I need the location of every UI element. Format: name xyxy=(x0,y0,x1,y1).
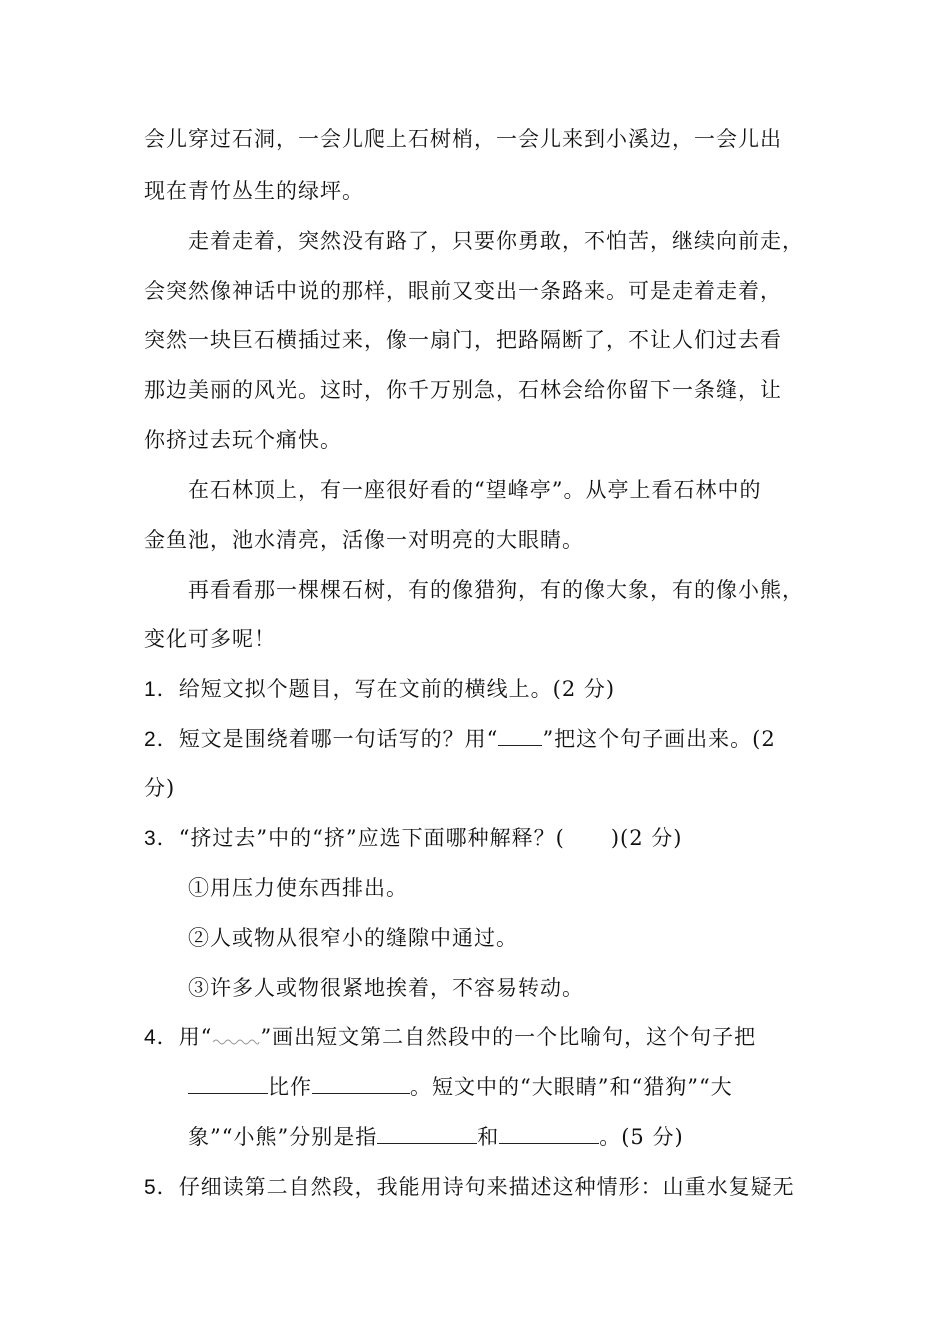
question-text: 用“ xyxy=(178,1025,213,1049)
question-text: 象”“小熊”分别是指 xyxy=(188,1125,378,1149)
question-text: 。短文中的“大眼睛”和“猎狗”“大 xyxy=(410,1075,733,1099)
answer-option[interactable]: ③许多人或物很紧地挨着，不容易转动。 xyxy=(188,976,584,1000)
passage-line: 突然一块巨石横插过来，像一扇门，把路隔断了，不让人们过去看 xyxy=(144,328,782,352)
question-text: ”画出短文第二自然段中的一个比喻句，这个句子把 xyxy=(260,1025,757,1049)
question-text: )(2 分) xyxy=(610,826,683,850)
question-number: 1． xyxy=(144,678,179,701)
question-text: 比作 xyxy=(268,1075,312,1099)
question-2 xyxy=(144,724,776,755)
passage-line: 再看看那一棵棵石树，有的像猎狗，有的像大象，有的像小熊， xyxy=(188,578,804,602)
passage-line: 会儿穿过石洞，一会儿爬上石树梢，一会儿来到小溪边，一会儿出 xyxy=(144,127,782,151)
question-1 xyxy=(144,674,615,705)
underline-mark xyxy=(498,725,542,746)
passage-line: 在石林顶上，有一座很好看的“望峰亭”。从亭上看石林中的 xyxy=(188,478,762,502)
answer-option[interactable]: ②人或物从很窄小的缝隙中通过。 xyxy=(188,926,518,950)
answer-blank[interactable] xyxy=(188,1073,268,1094)
question-number: 4． xyxy=(144,1026,179,1049)
answer-option[interactable]: ①用压力使东西排出。 xyxy=(188,876,408,900)
passage-line: 现在青竹丛生的绿坪。 xyxy=(144,179,364,203)
question-4-line-3 xyxy=(188,1122,684,1152)
answer-blank[interactable] xyxy=(377,1123,477,1144)
question-text: ”把这个句子画出来。(2 xyxy=(542,727,776,751)
question-number: 2． xyxy=(144,728,179,751)
question-4-line-2 xyxy=(188,1072,733,1102)
passage-line: 你挤过去玩个痛快。 xyxy=(144,428,342,452)
question-5 xyxy=(144,1172,795,1203)
question-number: 3． xyxy=(144,827,179,850)
question-number: 5． xyxy=(144,1176,179,1199)
answer-blank[interactable] xyxy=(312,1073,410,1094)
passage-line: 会突然像神话中说的那样，眼前又变出一条路来。可是走着走着， xyxy=(144,279,782,303)
question-text: “挤过去”中的“挤”应选下面哪种解释？( xyxy=(178,826,565,850)
question-3 xyxy=(144,823,682,854)
question-text: 短文是围绕着哪一句话写的？用“ xyxy=(178,727,499,751)
passage-line: 金鱼池，池水清亮，活像一对明亮的大眼睛。 xyxy=(144,528,584,552)
question-text: 仔细读第二自然段，我能用诗句来描述这种情形：山重水复疑无 xyxy=(178,1175,795,1199)
question-text: 分) xyxy=(144,776,176,800)
answer-blank[interactable] xyxy=(499,1123,599,1144)
question-text: 和 xyxy=(477,1125,500,1149)
question-text: 。(5 分) xyxy=(599,1125,684,1149)
question-text: 给短文拟个题目，写在文前的横线上。(2 分) xyxy=(178,677,616,701)
passage-line: 变化可多呢！ xyxy=(144,627,276,651)
question-4 xyxy=(144,1022,756,1053)
passage-line: 那边美丽的风光。这时，你千万别急，石林会给你留下一条缝，让 xyxy=(144,378,782,402)
wavy-line-mark xyxy=(212,1026,260,1044)
passage-line: 走着走着，突然没有路了，只要你勇敢，不怕苦，继续向前走， xyxy=(188,229,804,253)
